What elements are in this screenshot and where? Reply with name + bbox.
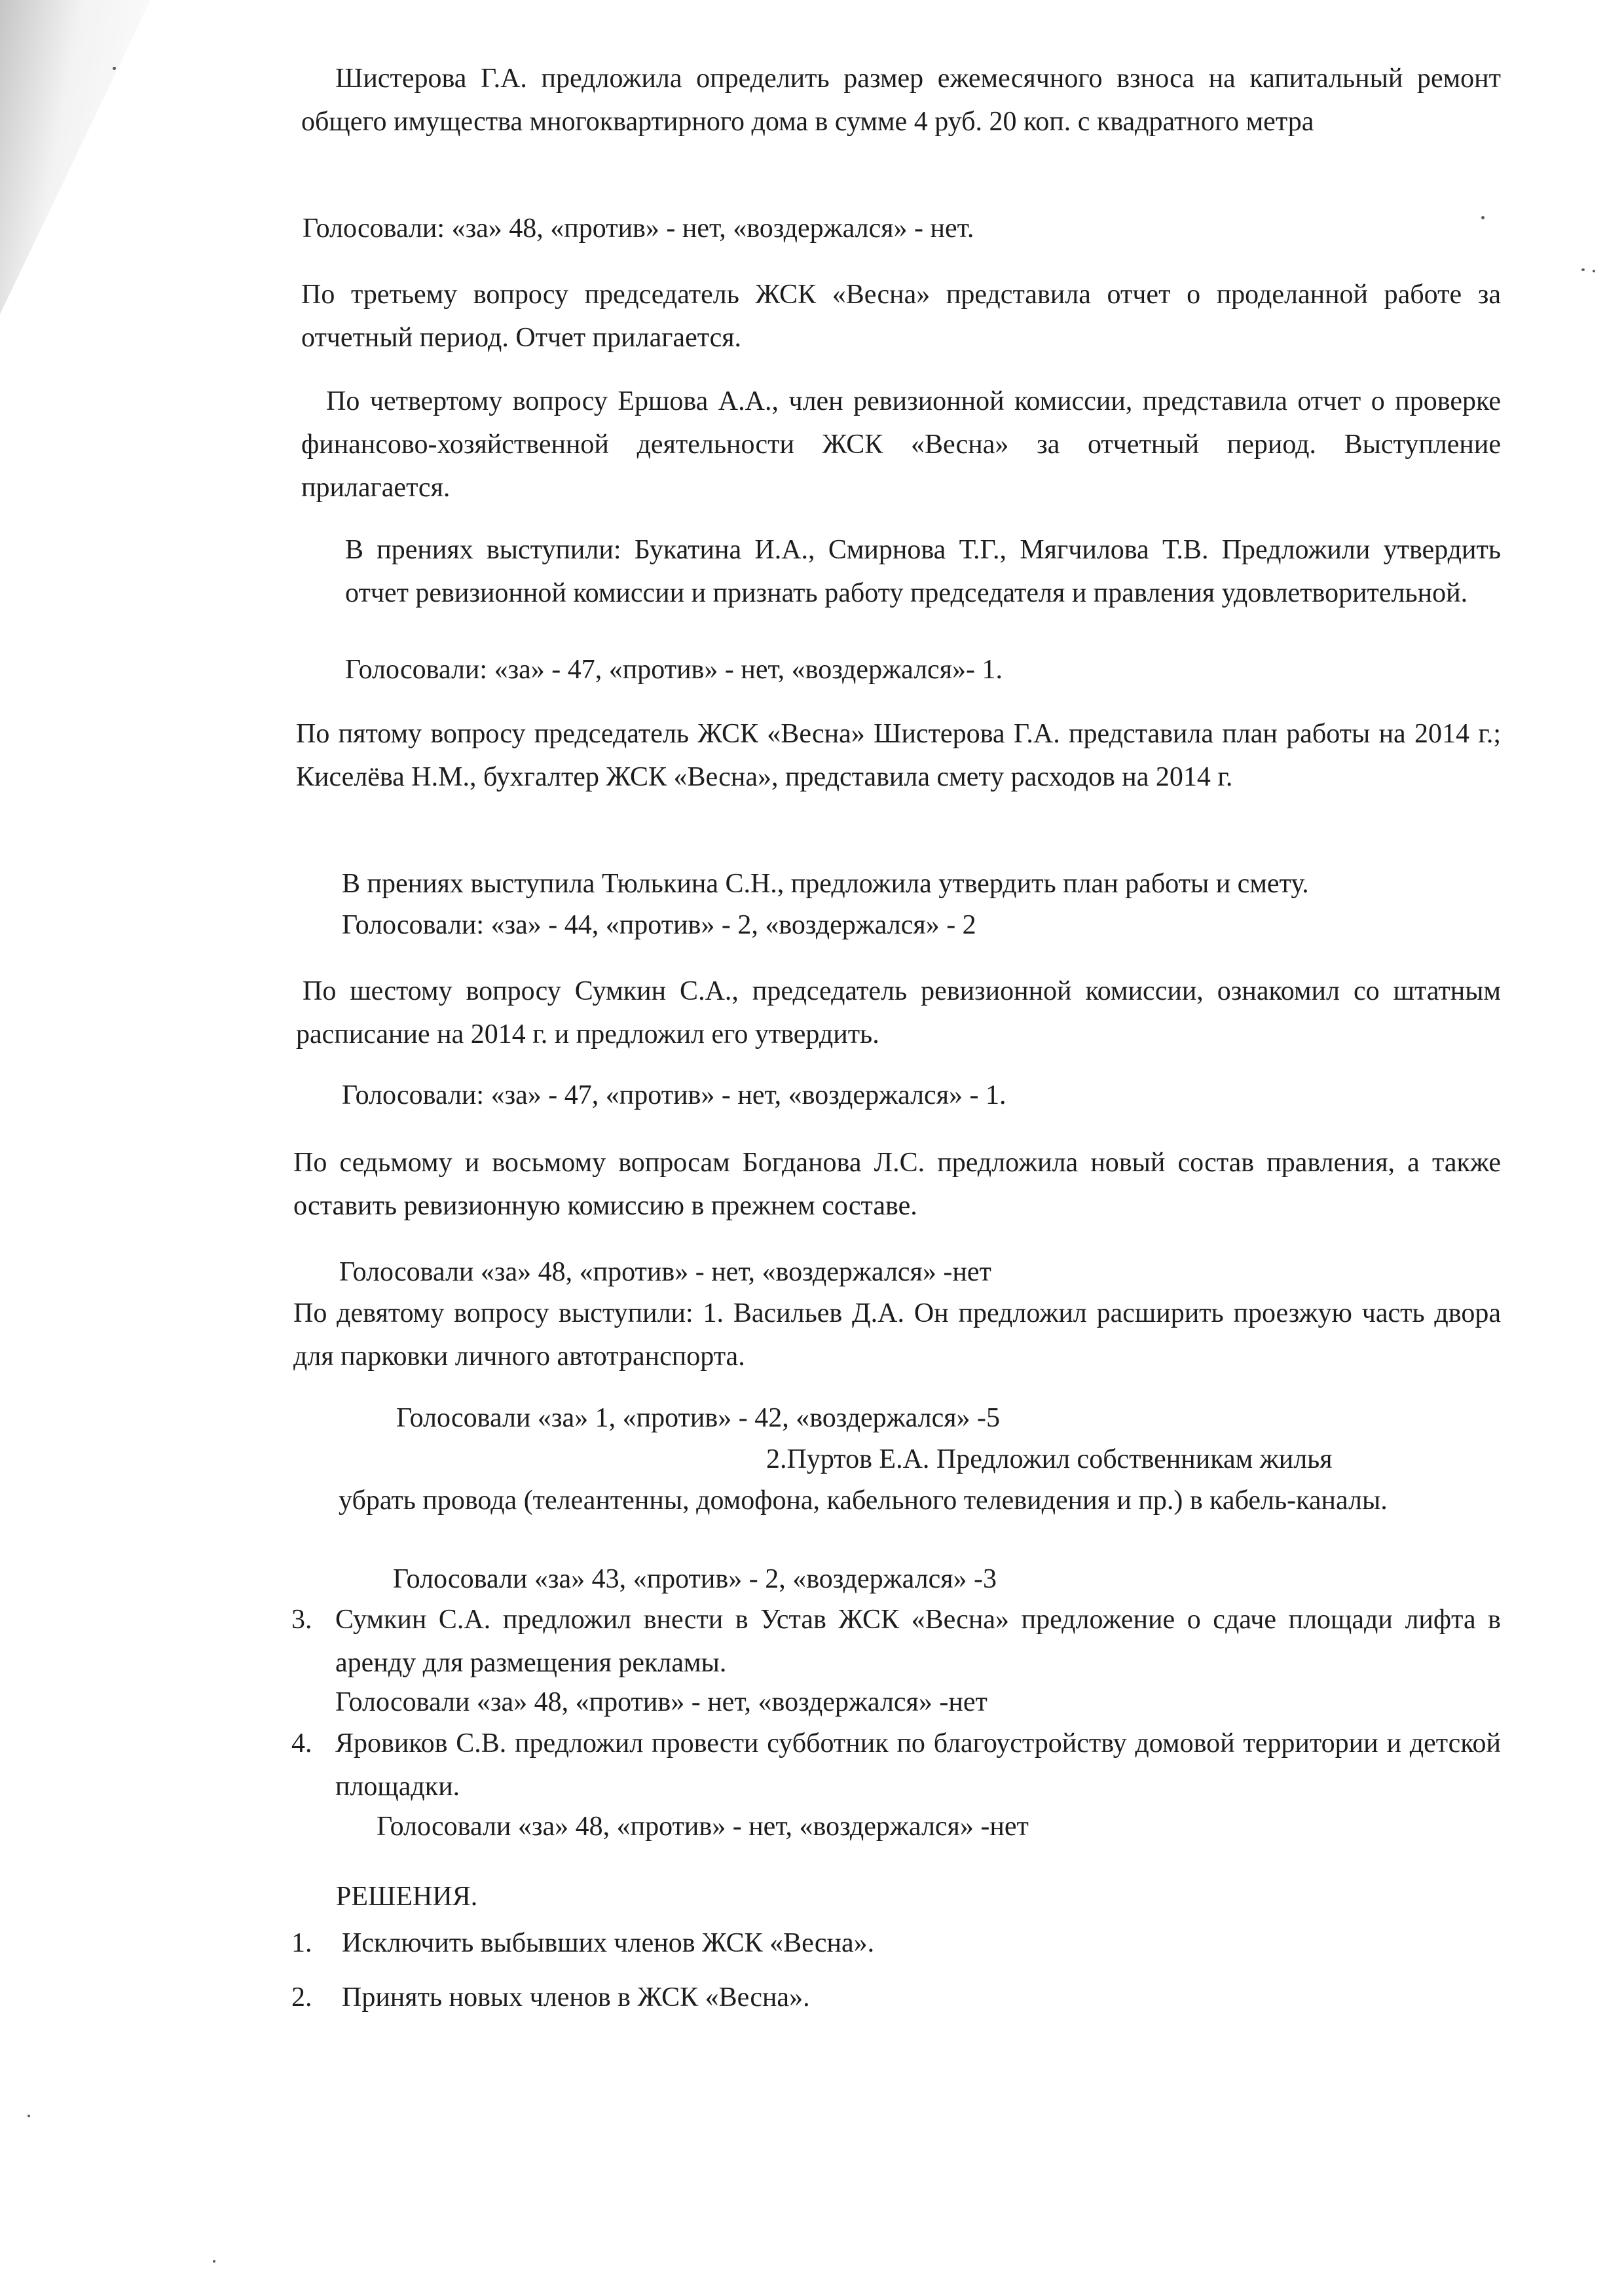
proposal-3-body: Сумкин С.А. предложил внести в Устав ЖСК «Весна» предложение о сдаче площади лифта в аренду для размещения рекламы. <box>335 1605 1501 1678</box>
vote-result-line: Голосовали: «за» - 47, «против» - нет, «воздержался»- 1. <box>345 655 1003 685</box>
scan-speck <box>1481 216 1485 219</box>
vote-result-line: Голосовали «за» 43, «против» - 2, «воздержался» -3 <box>393 1564 997 1594</box>
vote-result-line: Голосовали: «за» - 44, «против» - 2, «воздержался» - 2 <box>342 910 976 940</box>
paragraph-question-6: По шестому вопросу Сумкин С.А., председатель ревизионной комиссии, ознакомил со штатным расписание на 2014 г. и предложил его утвердить. <box>296 976 1501 1049</box>
vote-result-line: Голосовали: «за» - 47, «против» - нет, «воздержался» - 1. <box>342 1080 1006 1110</box>
paragraph-question-3: По третьему вопросу председатель ЖСК «Весна» представила отчет о проделанной работе за отчетный период. Отчет прилагается. <box>301 280 1501 353</box>
list-number: 3. <box>291 1605 312 1635</box>
decision-item: Принять новых членов в ЖСК «Весна». <box>342 1982 810 2013</box>
paragraph-debate-2: В прениях выступила Тюлькина С.Н., предложила утвердить план работы и смету. <box>342 869 1309 899</box>
decision-number: 2. <box>291 1982 312 2013</box>
proposal-2-body: убрать провода (телеантенны, домофона, кабельного телевидения и пр.) в кабель-каналы. <box>339 1485 1388 1516</box>
scan-speck <box>113 67 116 70</box>
vote-result-line: Голосовали: «за» 48, «против» - нет, «воздержался» - нет. <box>303 213 974 244</box>
decision-number: 1. <box>291 1928 312 1958</box>
scan-speck <box>28 2115 30 2117</box>
vote-result-line: Голосовали «за» 48, «против» - нет, «воздержался» -нет <box>377 1812 1029 1842</box>
scan-edge-shadow <box>0 0 151 314</box>
paragraph-debate-1: В прениях выступили: Букатина И.А., Смирнова Т.Г., Мягчилова Т.В. Предложили утвердить отчет ревизионной комиссии и признать работу председателя и правления удовлетворительной. <box>345 535 1501 608</box>
scan-speck <box>213 2260 215 2263</box>
paragraph-capital-repair-fee: Шистерова Г.А. предложила определить размер ежемесячного взноса на капитальный ремонт общего имущества многоквартирного дома в сумме 4 руб. 20 коп. с квадратного метра <box>301 64 1501 137</box>
paragraph-question-5: По пятому вопросу председатель ЖСК «Весна» Шистерова Г.А. представила план работы на 2014 г.; Киселёва Н.М., бухгалтер ЖСК «Весна», представила смету расходов на 2014 г. <box>296 719 1501 792</box>
proposal-2-intro: 2.Пуртов Е.А. Предложил собственникам жилья <box>766 1444 1333 1474</box>
decision-item: Исключить выбывших членов ЖСК «Весна». <box>342 1928 875 1958</box>
paragraph-question-9: По девятому вопросу выступили: 1. Васильев Д.А. Он предложил расширить проезжую часть двора для парковки личного автотранспорта. <box>293 1298 1501 1372</box>
list-number: 4. <box>291 1728 312 1758</box>
vote-result-line: Голосовали «за» 1, «против» - 42, «воздержался» -5 <box>396 1403 1001 1433</box>
scan-speck <box>1581 268 1585 271</box>
decisions-heading: РЕШЕНИЯ. <box>336 1882 478 1912</box>
proposal-4-body: Яровиков С.В. предложил провести субботник по благоустройству домовой территории и детской площадки. <box>335 1728 1501 1802</box>
vote-result-line: Голосовали «за» 48, «против» - нет, «воздержался» -нет <box>335 1687 987 1717</box>
vote-result-line: Голосовали «за» 48, «против» - нет, «воздержался» -нет <box>339 1257 991 1287</box>
paragraph-question-4: По четвертому вопросу Ершова А.А., член ревизионной комиссии, представила отчет о проверке финансово-хозяйственной деятельности ЖСК «Весна» за отчетный период. Выступление прилагается. <box>301 386 1501 503</box>
paragraph-questions-7-8: По седьмому и восьмому вопросам Богданова Л.С. предложила новый состав правления, а также оставить ревизионную комиссию в прежнем составе. <box>293 1148 1501 1221</box>
scan-speck <box>1593 270 1595 272</box>
